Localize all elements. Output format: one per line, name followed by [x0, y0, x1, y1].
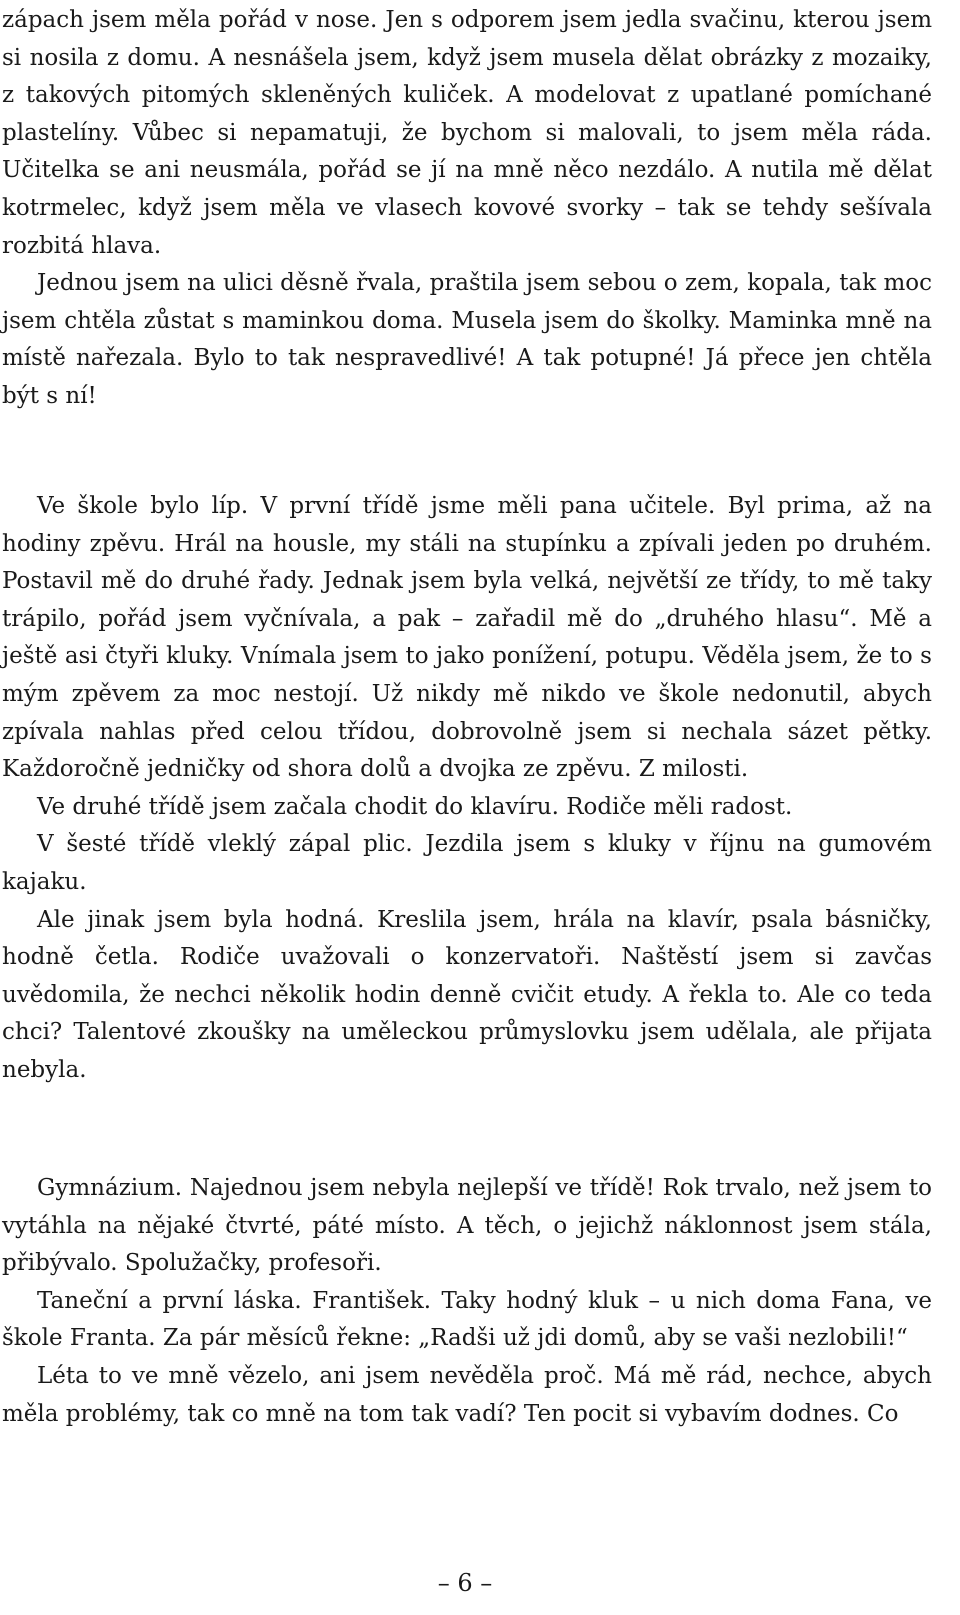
- paragraph: Ve škole bylo líp. V první třídě jsme měli pana učitele. Byl prima, až na hodiny zpěvu. Hrál na housle, my stáli na stupínku a zpívali jeden po druhém. Postavil mě do druhé řady. Jednak jsem byla velká, největší ze třídy, to mě taky trápilo, pořád jsem vyčnívala, a pak – zařadil mě do „druhého hlasu“. Mě a ještě asi čtyři kluky. Vnímala jsem to jako ponížení, potupu. Věděla jsem, že to s mým zpěvem za moc nestojí. Už nikdy mě nikdo ve škole nedonutil, abych zpívala nahlas před celou třídou, dobrovolně jsem si nechala sázet pětky. Každoročně jedničky od shora dolů a dvojka ze zpěvu. Z milosti.: [2, 493, 932, 783]
- paragraph: Taneční a první láska. František. Taky hodný kluk – u nich doma Fana, ve škole Franta. Za pár měsíců řekne: „Radši už jdi domů, aby se vaši nezlobili!“: [2, 1287, 932, 1352]
- paragraph: Léta to ve mně vězelo, ani jsem nevěděla proč. Má mě rád, nechce, abych měla problémy, tak co mně na tom tak vadí? Ten pocit si vybavím dodnes. Co: [2, 1362, 932, 1427]
- text-section-gymnasium: [2, 1170, 932, 1433]
- paragraph: V šesté třídě vleklý zápal plic. Jezdila jsem s kluky v říjnu na gumovém kajaku.: [2, 831, 932, 895]
- paragraph: zápach jsem měla pořád v nose. Jen s odporem jsem jedla svačinu, kterou jsem si nosila z domu. A nesnášela jsem, když jsem musela dělat obrázky z mozaiky, z takových pitomých skleněných kuliček. A modelovat z upatlané pomíchané plastelíny. Vůbec si nepamatuji, že bychom si malovali, to jsem měla ráda. Učitelka se ani neusmála, pořád se jí na mně něco nezdálo. A nutila mě dělat kotrmelec, když jsem měla ve vlasech kovové svorky – tak se tehdy sešívala rozbitá hlava.: [2, 7, 932, 259]
- paragraph: Ale jinak jsem byla hodná. Kreslila jsem, hrála na klavír, psala básničky, hodně četla. Rodiče uvažovali o konzervatoři. Naštěstí jsem si zavčas uvědomila, že nechci několik hodin denně cvičit etudy. A řekla to. Ale co teda chci? Talentové zkoušky na uměleckou průmyslovku jsem udělala, ale přijata nebyla.: [2, 906, 932, 1083]
- text-section-kindergarten: [2, 2, 932, 416]
- page-number: – 6 –: [437, 1569, 493, 1597]
- paragraph: Jednou jsem na ulici děsně řvala, praštila jsem sebou o zem, kopala, tak moc jsem chtěla zůstat s maminkou doma. Musela jsem do školky. Maminka mně na místě nařezala. Bylo to tak nespravedlivé! A tak potupné! Já přece jen chtěla být s ní!: [2, 270, 932, 409]
- paragraph: Ve druhé třídě jsem začala chodit do klavíru. Rodiče měli radost.: [37, 793, 793, 820]
- paragraph: Gymnázium. Najednou jsem nebyla nejlepší ve třídě! Rok trvalo, než jsem to vytáhla na nějaké čtvrté, páté místo. A těch, o jejichž náklonnost jsem stála, přibývalo. Spolužačky, profesoři.: [2, 1175, 932, 1277]
- text-section-school: [2, 488, 932, 1090]
